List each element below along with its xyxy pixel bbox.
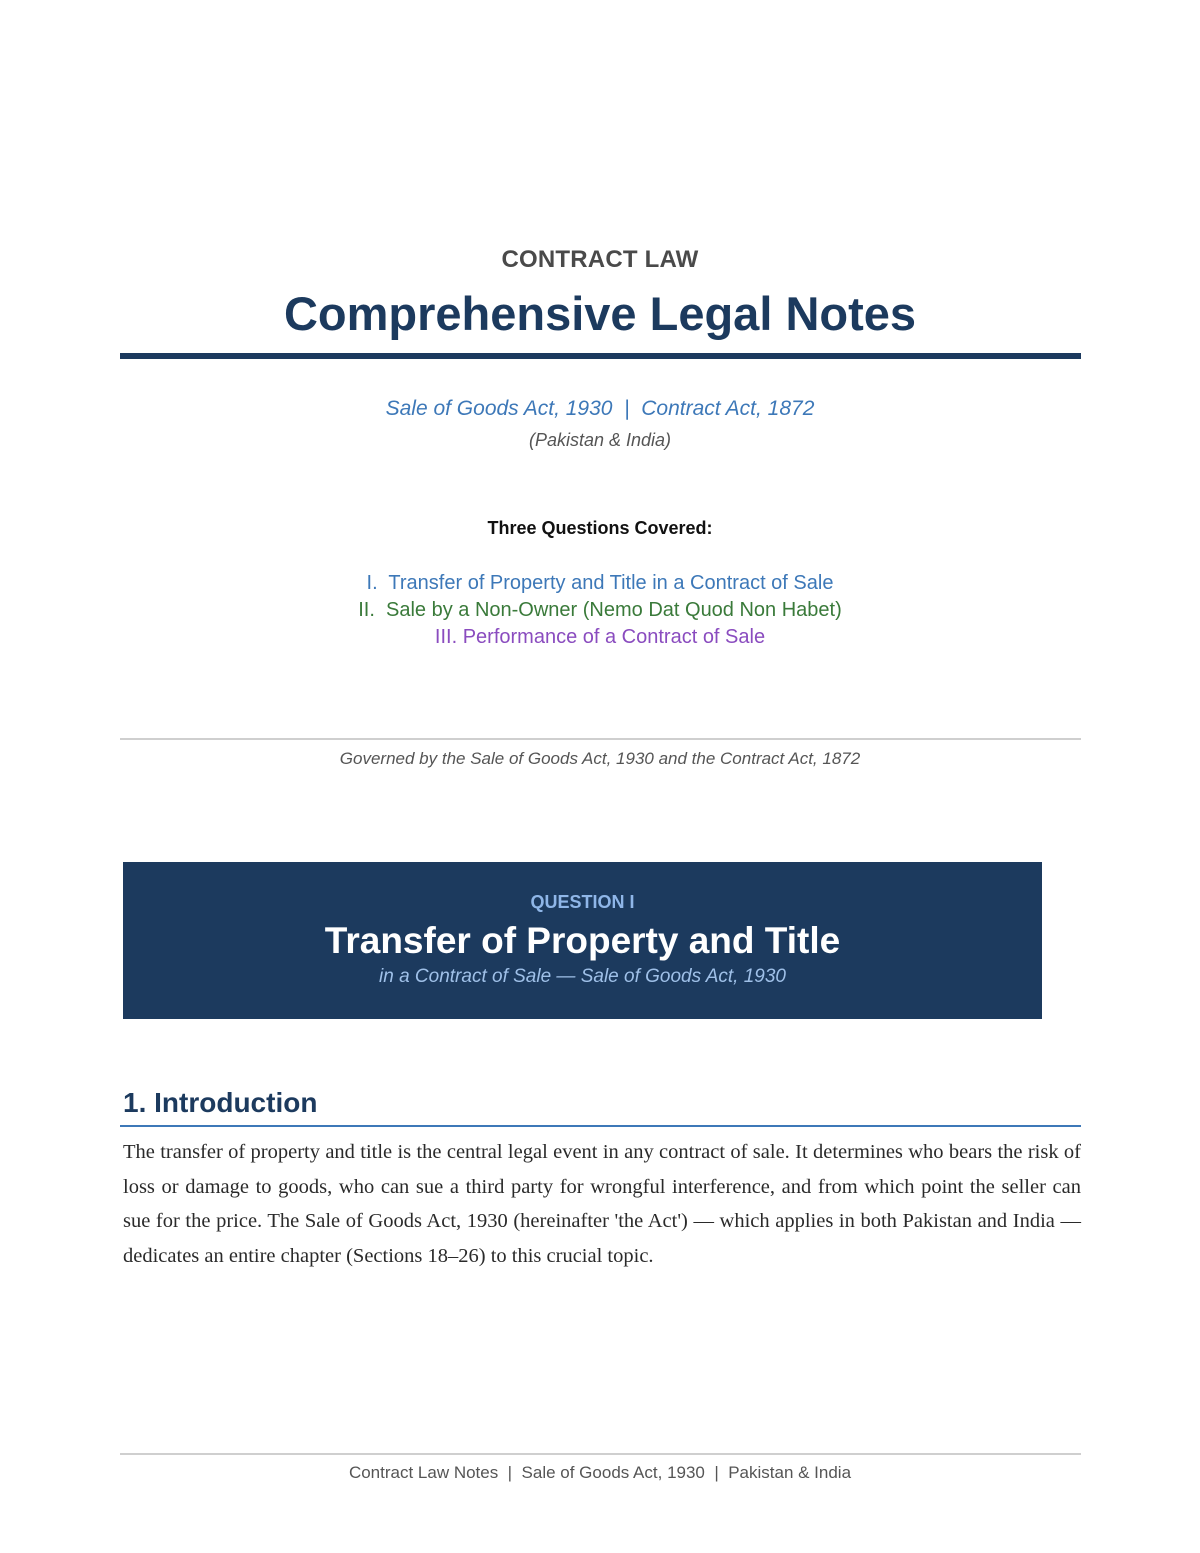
banner-label: QUESTION I xyxy=(530,892,635,912)
section-body-paragraph: The transfer of property and title is the central legal event in any contract of sale. It determines who bears the risk of loss or damage to goods, who can sue a third party for wrongful interference, and from which point the seller can sue for the price. The Sale of Goods Act, 1930 (hereinafter 'the Act') — which applies in both Pakistan and India — dedicates an entire chapter (Sections 18–26) to this crucial topic. xyxy=(123,1141,1081,1267)
question-banner xyxy=(123,862,1042,1019)
question-item-3: III. Performance of a Contract of Sale xyxy=(434,626,766,648)
document-kicker: CONTRACT LAW xyxy=(501,246,699,273)
question-item-2: II. Sale by a Non-Owner (Nemo Dat Quod Non Habet) xyxy=(358,599,842,621)
banner-subtitle: in a Contract of Sale — Sale of Goods Act, 1930 xyxy=(379,966,786,987)
title-divider xyxy=(120,353,1081,359)
banner-title: Transfer of Property and Title xyxy=(324,920,841,961)
footer-divider xyxy=(120,1453,1081,1455)
questions-heading: Three Questions Covered: xyxy=(487,518,713,538)
governed-note: Governed by the Sale of Goods Act, 1930 and the Contract Act, 1872 xyxy=(339,749,861,768)
page-footer: Contract Law Notes | Sale of Goods Act, 1930 | Pakistan & India xyxy=(348,1463,852,1482)
acts-subtitle: Sale of Goods Act, 1930 | Contract Act, 1872 xyxy=(385,397,815,420)
section-heading: 1. Introduction xyxy=(123,1087,318,1118)
question-item-1: I. Transfer of Property and Title in a Contract of Sale xyxy=(366,572,834,594)
region-subtitle: (Pakistan & India) xyxy=(528,430,672,450)
section-heading-underline xyxy=(120,1125,1081,1127)
section-divider xyxy=(120,738,1081,740)
document-title: Comprehensive Legal Notes xyxy=(283,287,917,340)
